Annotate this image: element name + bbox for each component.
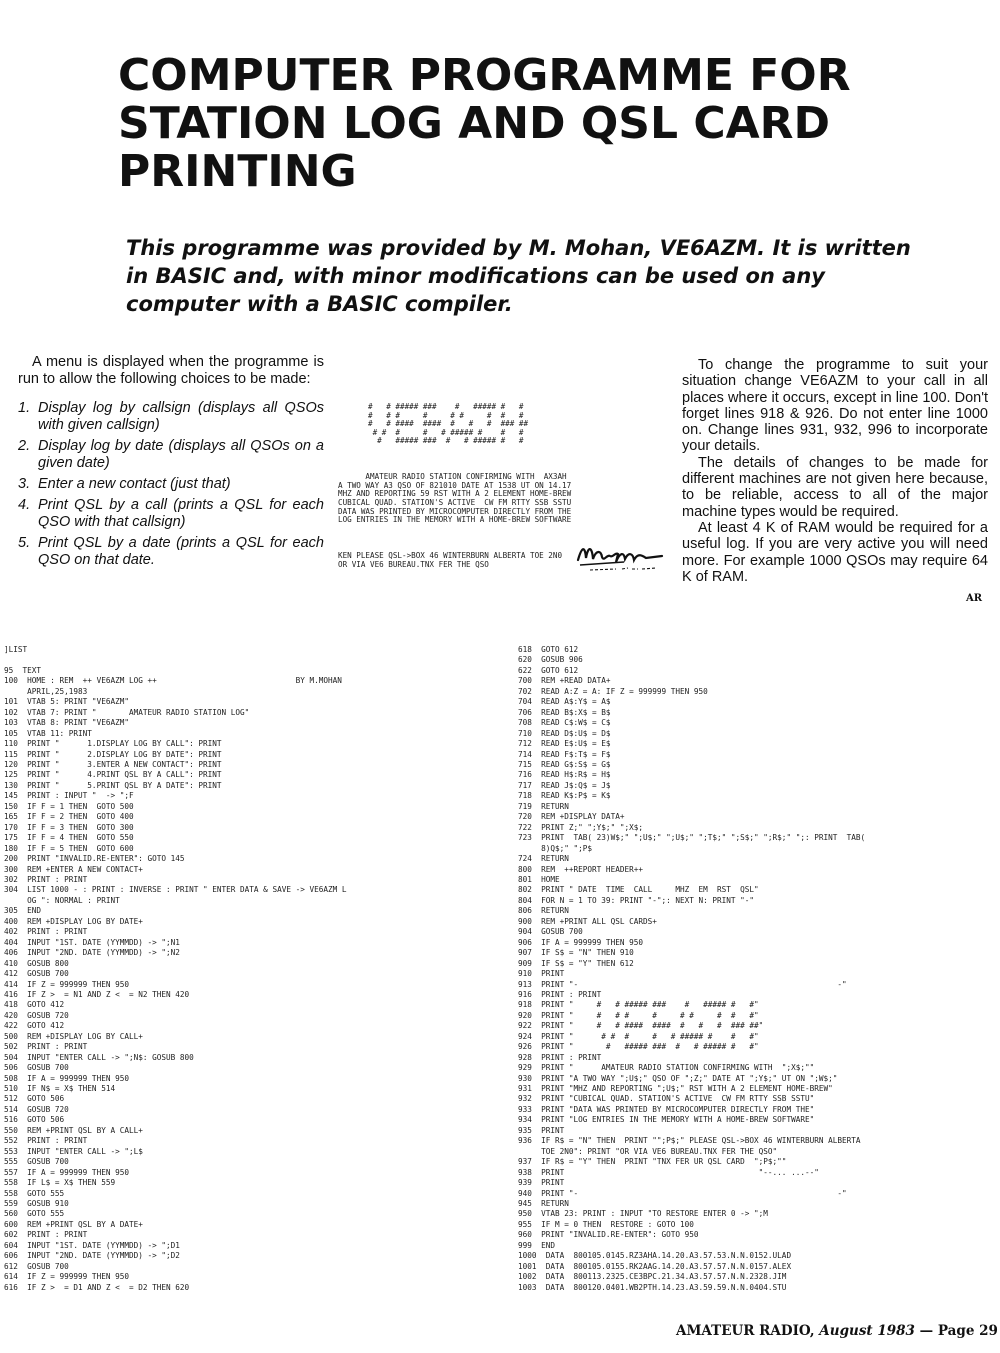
title-line-2: STATION LOG AND QSL CARD <box>118 98 831 149</box>
menu-choice <box>18 400 324 434</box>
qsl-card-address: KEN PLEASE QSL->BOX 46 WINTERBURN ALBERTA TOE 2N0 OR VIA VE6 BUREAU.TNX FER THE QSO <box>338 551 563 570</box>
footer-issue: August 1983 <box>819 1323 915 1339</box>
menu-choice <box>18 476 324 493</box>
title-line-1: COMPUTER PROGRAMME FOR <box>118 50 851 101</box>
right-column <box>682 357 988 585</box>
menu-choice <box>18 497 324 531</box>
menu-choice-label: Enter a new contact (just that) <box>38 476 231 492</box>
basic-listing-right: 618 GOTO 612 620 GOSUB 906 622 GOTO 612 700 REM +READ DATA+ 702 READ A:Z = A: IF Z = 999999 THEN 950 704 READ A$:Y$ = A$ 706 READ B$:X$ = B$ 708 READ C$:W$ = C$ 710 READ D$:U$ = D$ 712 READ E$:U$ = E$ 714 READ F$:T$ = F$ 715 READ G$:S$ = G$ 716 READ H$:R$ = H$ 717 READ J$:Q$ = J$ 718 READ K$:P$ = K$ 719 RETURN 720 REM +DISPLAY DATA+ 722 PRINT Z;" ";Y$;" ";X$; 723 PRINT TAB( 23)W$;" ";U$;" ";U$;" ";T$;" ";S$;" ";R$;" ";: PRINT TAB( 8)Q$;" ";P$ 724 RETURN 800 REM ++REPORT HEADER++ 801 HOME 802 PRINT " DATE TIME CALL MHZ EM RST QSL" 804 FOR N = 1 TO 39: PRINT "-";: NEXT N: PRINT "-" 806 RETURN 900 REM +PRINT ALL QSL CARDS+ 904 GOSUB 700 906 IF A = 999999 THEN 950 907 IF S$ = "N" THEN 910 909 IF S$ = "Y" THEN 612 910 PRINT 913 PRINT "- -" 916 PRINT : PRINT 918 PRINT " # # ##### ### # ##### # #" 920 PRINT " # # # # # # # # #" 922 PRINT " # # #### #### # # # ### ##" 924 PRINT " # # # # # ##### # # #" 926 PRINT " # ##### ### # # ##### # #" 928 PRINT : PRINT 929 PRINT " AMATEUR RADIO STATION CONFIRMING WITH ";X$;"" 930 PRINT "A TWO WAY ";U$;" QSO OF ";Z;" DATE AT ";Y$;" UT ON ";W$;" 931 PRINT "MHZ AND REPORTING ";U$;" RST WITH A 2 ELEMENT HOME-BREW" 932 PRINT "CUBICAL QUAD. STATION'S ACTIVE CW FM RTTY SSB SSTU" 933 PRINT "DATA WAS PRINTED BY MICROCOMPUTER DIRECTLY FROM THE" 934 PRINT "LOG ENTRIES IN THE MEMORY WITH A HOME-BREW SOFTWARE" 935 PRINT 936 IF R$ = "N" THEN PRINT "";P$;" PLEASE QSL->BOX 46 WINTERBURN ALBERTA TOE 2N0": PRINT "OR VIA VE6 BUREAU.TNX FER THE QSO" 937 IF R$ = "Y" THEN PRINT "TNX FER UR QSL CARD ";P$;"" 938 PRINT "--... ...--" 939 PRINT 940 PRINT "- -" 945 RETURN 950 VTAB 23: PRINT : INPUT "TO RESTORE ENTER 0 -> ";M 955 IF M = 0 THEN RESTORE : GOTO 100 960 PRINT "INVALID.RE-ENTER": GOTO 950 999 END 1000 DATA 800105.0145.RZ3AHA.14.20.A3.57.53.N.N.0152.ULAD 1001 DATA 800105.0155.RK2AAG.14.20.A3.57.57.N.N.0157.ALEX 1002 DATA 800113.2325.CE3BPC.21.34.A3.57.57.N.N.2328.JIM 1003 DATA 800120.0401.WB2PTH.14.23.A3.59.59.N.N.0404.STU <box>518 645 866 1292</box>
footer-page-number: — Page 29 <box>919 1323 998 1339</box>
menu-choice-label: Display log by date (displays all QSOs on a given date) <box>38 438 324 471</box>
qsl-callsign-banner: # # ##### ### # ##### # # # # # # # # # # # # # #### #### # # # ### ## # # # # # ##### # # # # ##### ### # # ##### # # <box>368 402 529 446</box>
intro-column <box>18 354 324 573</box>
menu-choice-label: Print QSL by a call (prints a QSL for each QSO with that callsign) <box>38 497 324 530</box>
menu-choices-list <box>18 400 324 569</box>
right-paragraph: The details of changes to be made for different machines are not given here because, to be reliable, access to all of the major machine types would be required. <box>682 454 988 520</box>
intro-text: A menu is displayed when the programme is run to allow the following choices to be made: <box>18 354 324 387</box>
menu-choice <box>18 535 324 569</box>
handwritten-signature <box>576 538 666 576</box>
end-of-article-mark: AR <box>966 593 983 604</box>
qsl-card-text: AMATEUR RADIO STATION CONFIRMING WITH AX3AH A TWO WAY A3 QSO OF 821010 DATE AT 1538 UT ON 14.17 MHZ AND REPORTING 59 RST WITH A 2 ELEMENT HOME-BREW CUBICAL QUAD. STATION'S ACTIVE CW FM RTTY SSB SSTU DATA WAS PRINTED BY MICROCOMPUTER DIRECTLY FROM THE LOG ENTRIES IN THE MEMORY WITH A HOME-BREW SOFTWARE <box>338 471 572 525</box>
menu-choice-number: 5. <box>18 535 31 551</box>
title-line-3: PRINTING <box>118 146 357 197</box>
article-title <box>118 52 958 196</box>
article-subtitle: This programme was provided by M. Mohan, VE6AZM. It is written in BASIC and, with minor modifications can be used on any computer with a BASIC compiler. <box>126 236 911 316</box>
right-paragraph: To change the programme to suit your situation change VE6AZM to your call in all places where it occurs, except in line 100. Don't forget lines 918 & 926. Do not enter line 1000 on. Change lines 931, 932, 996 to incorporate your details. <box>682 357 988 455</box>
menu-choice-label: Display log by callsign (displays all QSOs with given callsign) <box>38 400 324 433</box>
menu-choice-number: 3. <box>18 476 31 492</box>
right-paragraph: At least 4 K of RAM would be required for a useful log. If you are very active you will need more. For example 1000 QSOs may require 64 K of RAM. <box>682 519 988 585</box>
menu-choice-number: 4. <box>18 497 31 513</box>
footer-magazine: AMATEUR RADIO, <box>676 1323 815 1339</box>
page-footer <box>676 1323 998 1339</box>
basic-listing-left: ]LIST 95 TEXT 100 HOME : REM ++ VE6AZM LOG ++ BY M.MOHAN APRIL,25,1983 101 VTAB 5: PRINT "VE6AZM" 102 VTAB 7: PRINT " AMATEUR RADIO STATION LOG" 103 VTAB 8: PRINT "VE6AZM" 105 VTAB 11: PRINT 110 PRINT " 1.DISPLAY LOG BY CALL": PRINT 115 PRINT " 2.DISPLAY LOG BY DATE": PRINT 120 PRINT " 3.ENTER A NEW CONTACT": PRINT 125 PRINT " 4.PRINT QSL BY A CALL": PRINT 130 PRINT " 5.PRINT QSL BY A DATE": PRINT 145 PRINT : INPUT " -> ";F 150 IF F = 1 THEN GOTO 500 165 IF F = 2 THEN GOTO 400 170 IF F = 3 THEN GOTO 300 175 IF F = 4 THEN GOTO 550 180 IF F = 5 THEN GOTO 600 200 PRINT "INVALID.RE-ENTER": GOTO 145 300 REM +ENTER A NEW CONTACT+ 302 PRINT : PRINT 304 LIST 1000 - : PRINT : INVERSE : PRINT " ENTER DATA & SAVE -> VE6AZM L OG ": NORMAL : PRINT 305 END 400 REM +DISPLAY LOG BY DATE+ 402 PRINT : PRINT 404 INPUT "1ST. DATE (YYMMDD) -> ";N1 406 INPUT "2ND. DATE (YYMMDD) -> ";N2 410 GOSUB 800 412 GOSUB 700 414 IF Z = 999999 THEN 950 416 IF Z > = N1 AND Z < = N2 THEN 420 418 GOTO 412 420 GOSUB 720 422 GOTO 412 500 REM +DISPLAY LOG BY CALL+ 502 PRINT : PRINT 504 INPUT "ENTER CALL -> ";N$: GOSUB 800 506 GOSUB 700 508 IF A = 999999 THEN 950 510 IF N$ = X$ THEN 514 512 GOTO 506 514 GOSUB 720 516 GOTO 506 550 REM +PRINT QSL BY A CALL+ 552 PRINT : PRINT 553 INPUT "ENTER CALL -> ";L$ 555 GOSUB 700 557 IF A = 999999 THEN 950 558 IF L$ = X$ THEN 559 558 GOTO 555 559 GOSUB 910 560 GOTO 555 600 REM +PRINT QSL BY A DATE+ 602 PRINT : PRINT 604 INPUT "1ST. DATE (YYMMDD) -> ";D1 606 INPUT "2ND. DATE (YYMMDD) -> ";D2 612 GOSUB 700 614 IF Z = 999999 THEN 950 616 IF Z > = D1 AND Z < = D2 THEN 620 <box>4 645 347 1292</box>
menu-choice-number: 1. <box>18 400 31 416</box>
menu-choice-label: Print QSL by a date (prints a QSL for each QSO on that date. <box>38 535 324 568</box>
menu-choice <box>18 438 324 472</box>
menu-choice-number: 2. <box>18 438 31 454</box>
